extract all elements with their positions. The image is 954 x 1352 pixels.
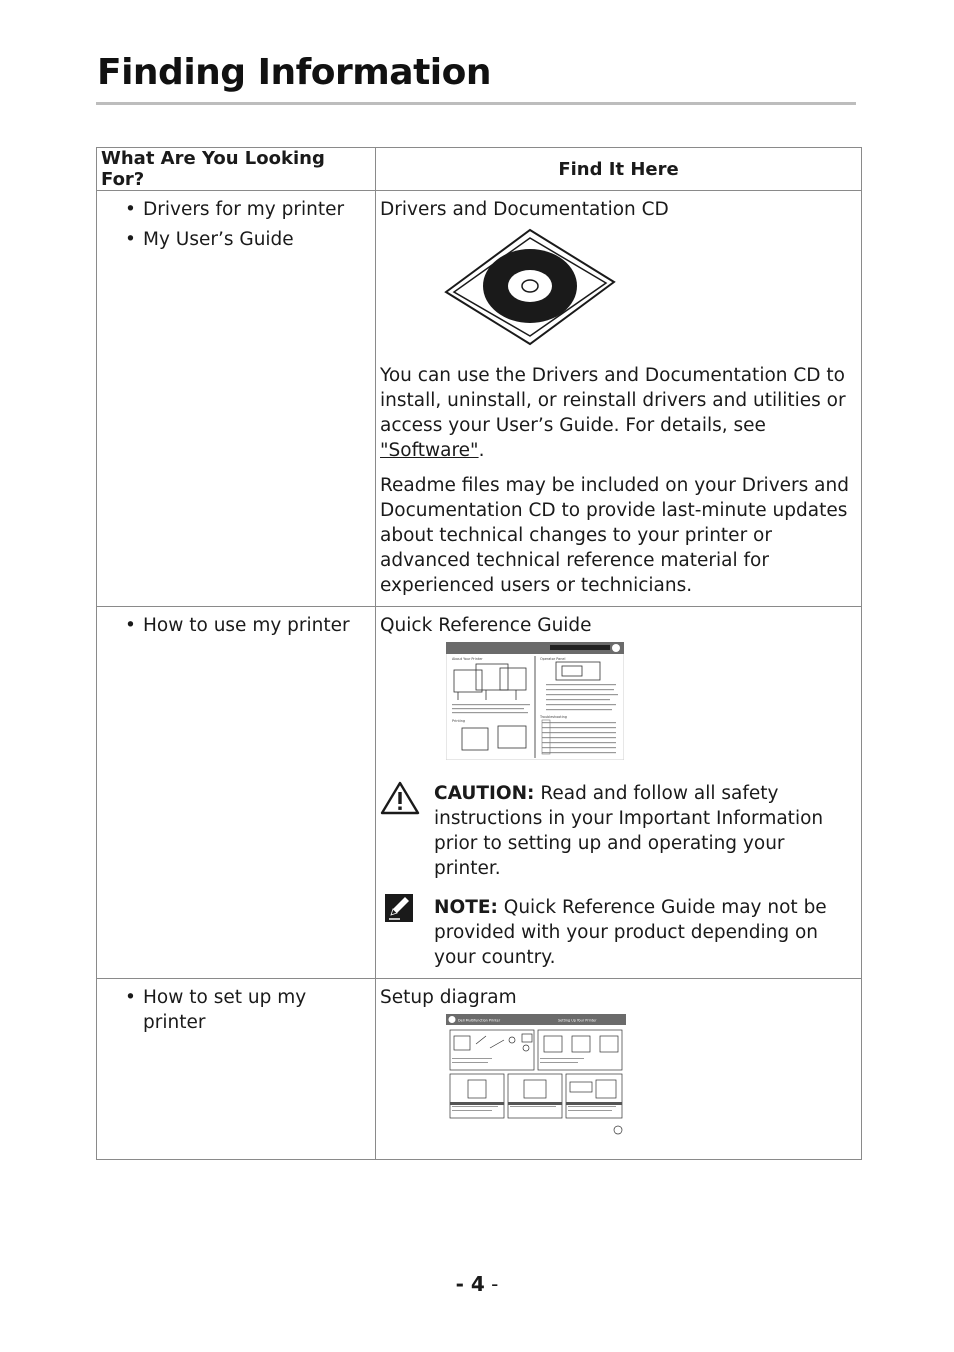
find-it-here-cell (376, 979, 862, 1160)
bullet-list (125, 197, 371, 252)
find-it-here-cell (376, 607, 862, 979)
caution-triangle-icon (380, 781, 420, 822)
svg-text:Troubleshooting: Troubleshooting (540, 715, 567, 719)
list-item: • My User’s Guide (125, 227, 371, 252)
column-header-looking-for: What Are You Looking For? (97, 148, 376, 191)
quick-reference-guide-image (446, 642, 624, 760)
sentence-end: . (478, 440, 485, 461)
list-item: • Drivers for my printer (125, 197, 371, 222)
table-row (97, 607, 862, 979)
note-notice (380, 895, 855, 970)
setup-diagram-thumbnail (380, 1014, 855, 1143)
svg-text:About Your Printer: About Your Printer (452, 657, 483, 661)
title-divider (96, 102, 856, 105)
list-item: • How to set up my printer (125, 985, 371, 1035)
bullet-list (125, 613, 371, 638)
table-row (97, 191, 862, 607)
page-number-value: 4 (470, 1272, 485, 1296)
cd-disc-icon (444, 226, 618, 348)
svg-text:Printing: Printing (452, 719, 466, 723)
note-text: Quick Reference Guide may not be provided with your product depending on your country. (434, 897, 827, 968)
cd-description-text: You can use the Drivers and Documentation CD to install, uninstall, or reinstall drivers and utilities or access your User’s Guide. For details, see (380, 365, 846, 436)
looking-for-cell (97, 191, 376, 607)
note-pencil-icon (384, 893, 414, 930)
svg-text:Setting Up Your Printer: Setting Up Your Printer (558, 1018, 597, 1023)
resource-heading: Setup diagram (380, 987, 517, 1008)
looking-for-cell (97, 979, 376, 1160)
looking-for-cell (97, 607, 376, 979)
readme-description: Readme files may be included on your Drivers and Documentation CD to provide last-minute updates about technical changes to your printer or advanced technical reference material for experienced users or technicians. (380, 475, 849, 596)
bullet-list (125, 985, 371, 1035)
svg-text:Dell Multifunction Printer: Dell Multifunction Printer (458, 1018, 501, 1023)
list-item: • How to use my printer (125, 613, 371, 638)
quick-reference-guide-thumbnail (380, 642, 855, 767)
svg-text:Operator Panel: Operator Panel (540, 657, 566, 661)
caution-label: CAUTION: (434, 783, 535, 804)
caution-notice (380, 781, 855, 881)
caution-text: Read and follow all safety instructions in your Important Information prior to setting up and operating your printer. (434, 783, 824, 879)
finding-information-table (96, 147, 862, 1160)
column-header-find-it-here: Find It Here (376, 148, 862, 191)
page-title: Finding Information (97, 52, 491, 93)
resource-heading: Quick Reference Guide (380, 615, 592, 636)
note-label: NOTE: (434, 897, 498, 918)
table-header-row (97, 148, 862, 191)
table-row (97, 979, 862, 1160)
page-number: - 4 - (455, 1272, 499, 1296)
resource-heading: Drivers and Documentation CD (380, 199, 669, 220)
find-it-here-cell (376, 191, 862, 607)
cd-figure (380, 226, 855, 355)
setup-diagram-image (446, 1014, 626, 1136)
cd-description (380, 363, 855, 463)
software-link[interactable]: "Software" (380, 440, 479, 461)
